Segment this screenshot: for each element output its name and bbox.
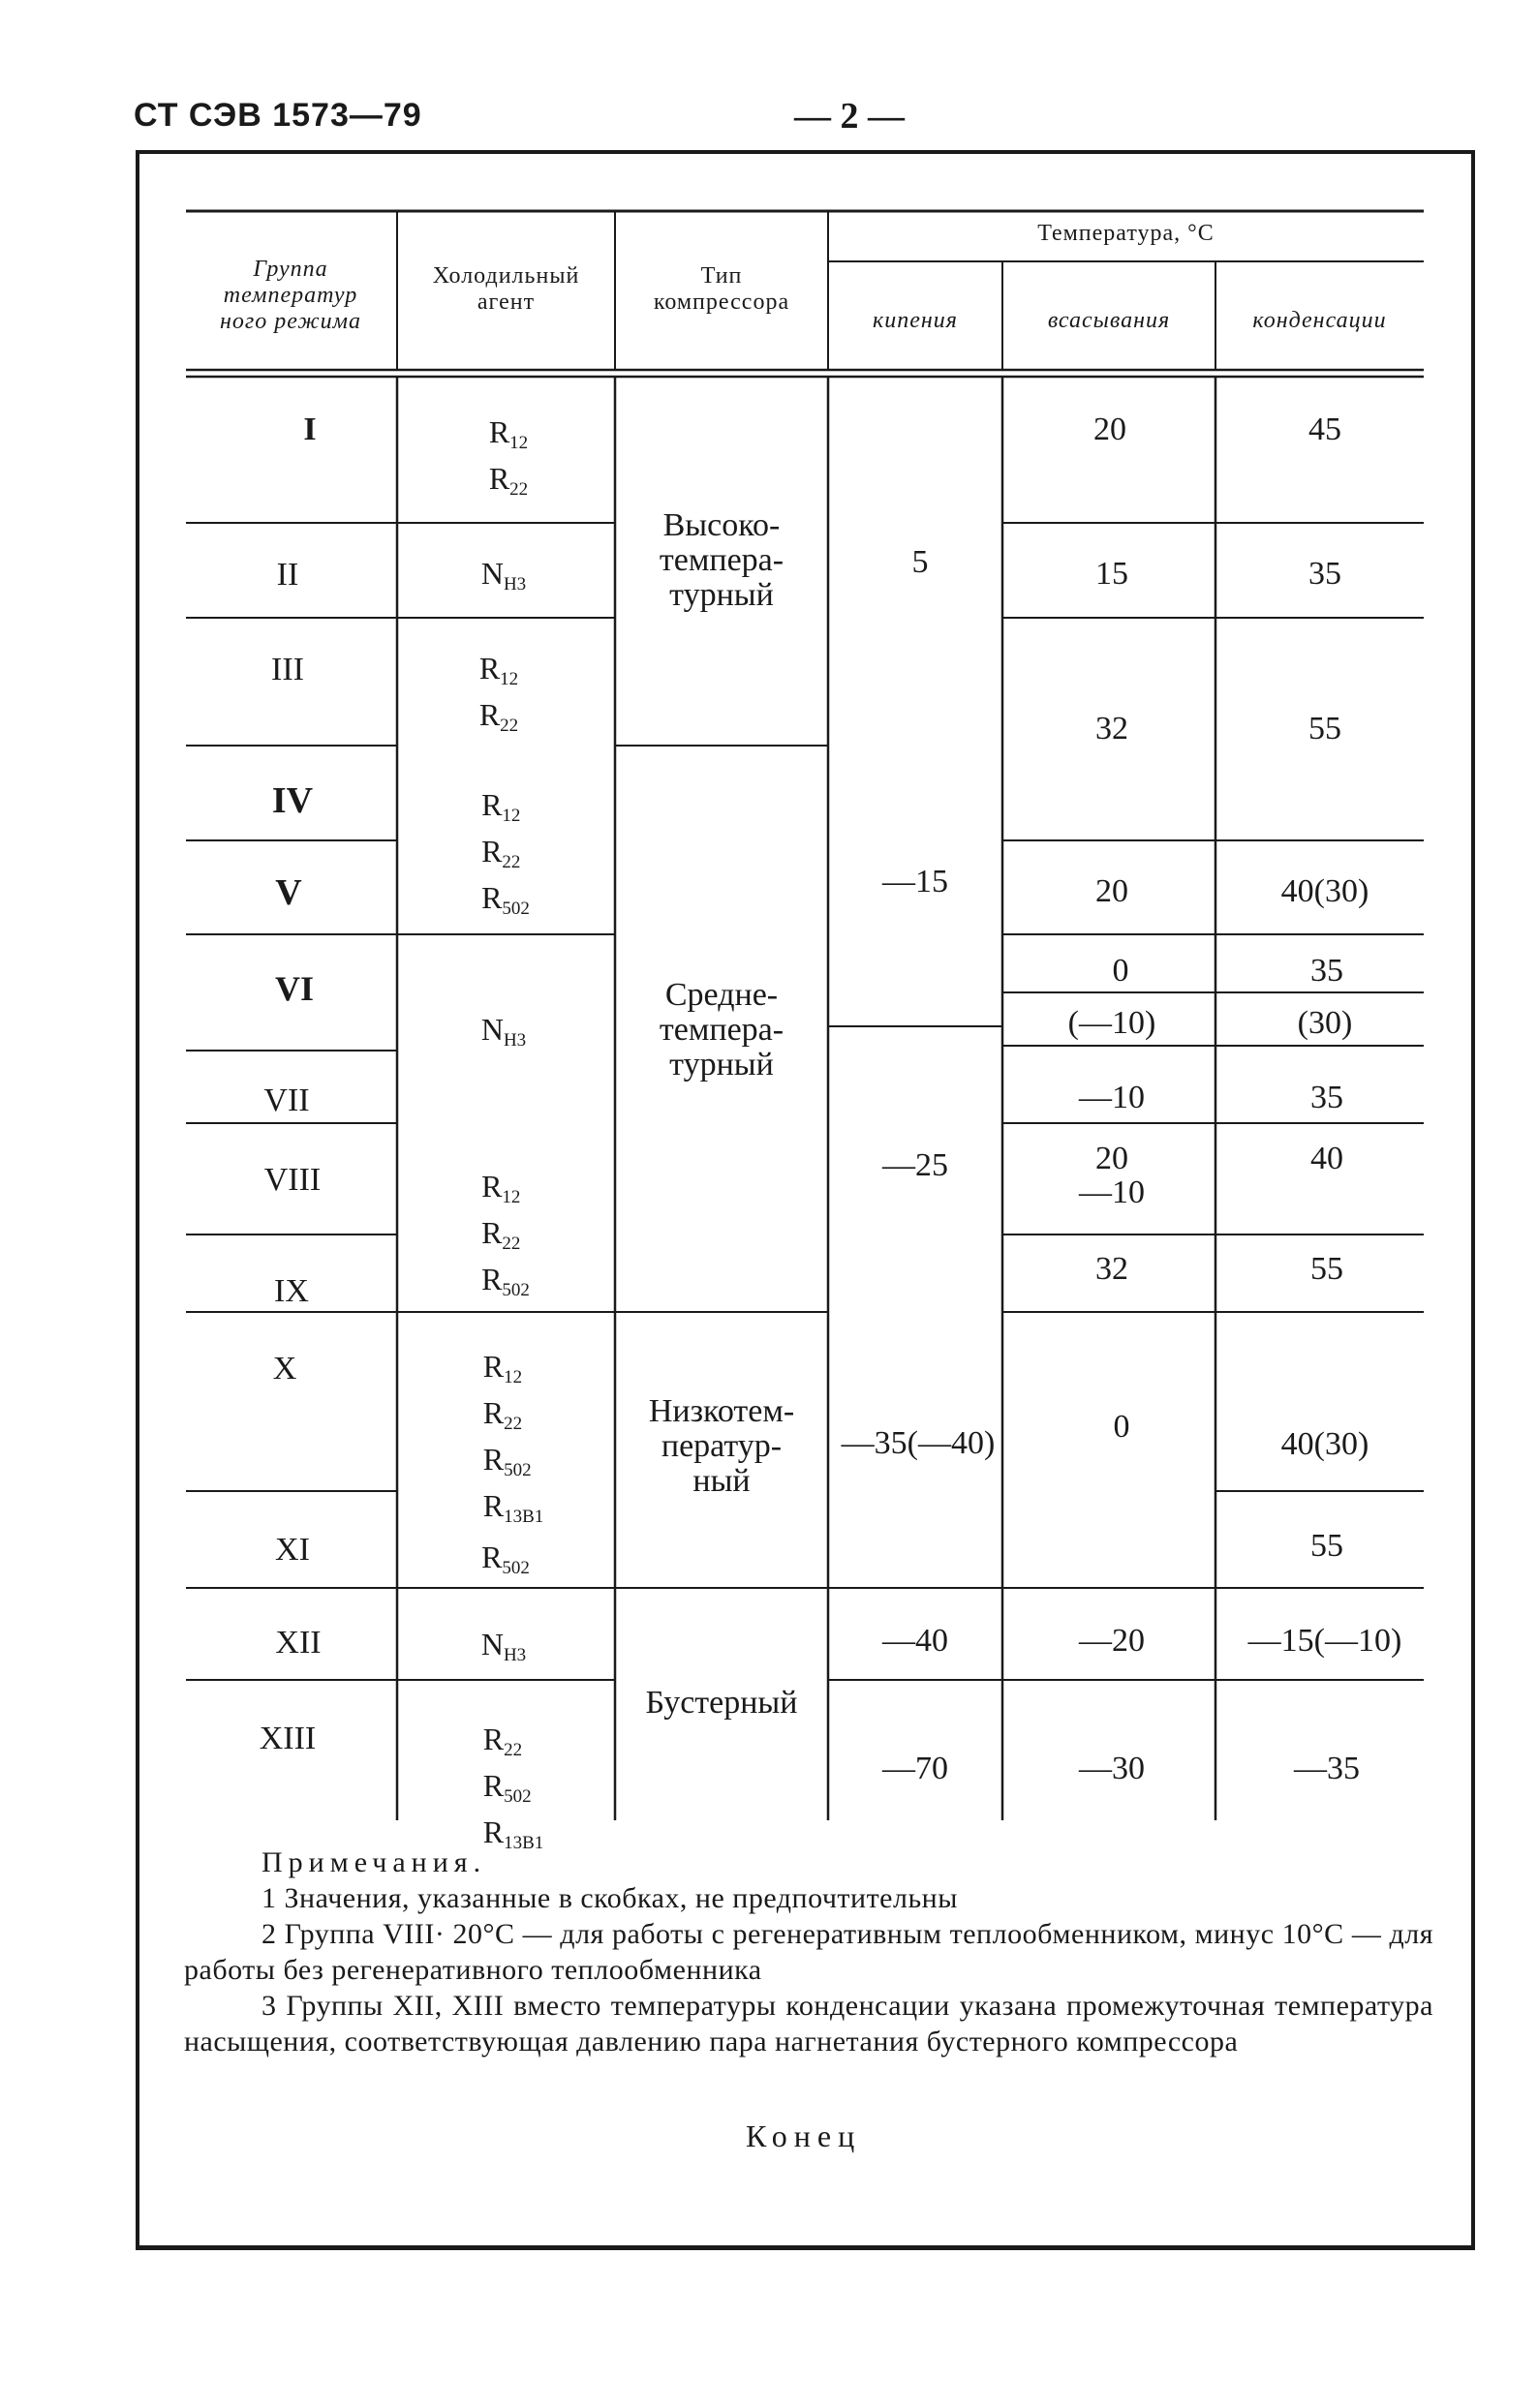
condensation-cell: 45: [1308, 411, 1341, 447]
condensation-cell: 55: [1310, 1251, 1343, 1287]
header-agent: Холодильный агент: [432, 263, 580, 315]
agent-formula: $R_{22}$: [482, 1722, 523, 1760]
agent-formula: $R_{12}$: [482, 1349, 523, 1387]
agent-cell: [481, 1169, 530, 1308]
agent-formula: $R_{502}$: [482, 1442, 532, 1480]
group-cell: I: [303, 411, 317, 447]
agent-cell: [479, 651, 518, 744]
notes: [184, 1844, 1433, 2059]
header-boiling: кипения: [873, 308, 958, 333]
condensation-cell: 55: [1308, 711, 1341, 747]
agent-formula: $R_{22}$: [481, 834, 521, 872]
group-cell: XIII: [259, 1721, 317, 1756]
agent-formula: $R_{13B1}$: [482, 1488, 544, 1527]
agent-cell: [481, 787, 530, 927]
suction-cell: —10: [1079, 1174, 1145, 1210]
condensation-cell: 35: [1310, 953, 1343, 989]
boiling-cell: —35(—40): [841, 1425, 996, 1461]
suction-cell: —30: [1079, 1751, 1145, 1786]
header-compressor: Тип компрессора: [653, 263, 790, 315]
suction-cell: 0: [1112, 953, 1129, 989]
boiling-cell: —25: [882, 1147, 948, 1183]
condensation-cell: 35: [1310, 1080, 1343, 1115]
suction-cell: —20: [1079, 1623, 1145, 1659]
condensation-cell: 40(30): [1280, 1426, 1369, 1462]
agent-formula: $R_{502}$: [481, 1262, 530, 1300]
agent-formula: $R_{502}$: [482, 1768, 532, 1807]
boiling-cell: —15: [882, 864, 948, 899]
group-cell: II: [276, 557, 299, 593]
suction-cell: 32: [1095, 711, 1128, 747]
suction-cell: 15: [1095, 556, 1128, 592]
agent-formula: $R_{12}$: [488, 414, 529, 453]
suction-cell: (—10): [1067, 1005, 1156, 1041]
compressor-cell: Низкотем- ператур- ный: [648, 1393, 795, 1499]
group-cell: XI: [275, 1532, 310, 1568]
boiling-cell: 5: [911, 544, 929, 580]
condensation-cell: 35: [1308, 556, 1341, 592]
group-cell: VI: [274, 969, 315, 1008]
agent-cell: [489, 414, 528, 507]
header-temperature: Температура, °C: [1037, 221, 1215, 246]
agent-cell: [481, 1012, 526, 1058]
group-cell: XII: [275, 1625, 322, 1661]
header-condensation: конденсации: [1252, 308, 1387, 333]
condensation-cell: 40: [1310, 1141, 1343, 1176]
agent-formula: $N_{H3}$: [480, 1627, 527, 1665]
header-suction: всасывания: [1047, 308, 1171, 333]
agent-formula: $R_{22}$: [481, 1215, 521, 1254]
suction-cell: 32: [1095, 1251, 1128, 1287]
agent-formula: $N_{H3}$: [480, 556, 527, 594]
boiling-cell: —70: [882, 1751, 948, 1786]
group-cell: III: [271, 652, 304, 687]
agent-formula: $R_{22}$: [488, 461, 529, 500]
condensation-cell: 55: [1310, 1528, 1343, 1564]
page-number: — 2 —: [794, 96, 905, 137]
agent-cell: [483, 1349, 544, 1535]
compressor-cell: Высоко- темпера- турный: [659, 507, 784, 613]
agent-formula: $R_{502}$: [481, 1539, 530, 1578]
agent-formula: $R_{22}$: [478, 697, 519, 736]
group-cell: V: [275, 872, 302, 913]
notes-title: Примечания.: [261, 1846, 487, 1878]
note-item: 3 Группы XII, XIII вместо температуры конденсации указана промежуточная температура насыщения, соответствующая давлению пара нагнетания бустерного компрессора: [184, 1990, 1433, 2057]
suction-cell: 0: [1113, 1409, 1130, 1445]
note-item: 2 Группа VIII· 20°С — для работы с регенеративным теплообменником, минус 10°С — для работы без регенеративного теплообменника: [184, 1918, 1433, 1986]
suction-cell: 20: [1093, 411, 1126, 447]
suction-cell: 20: [1095, 1141, 1128, 1176]
boiling-cell: —40: [882, 1623, 948, 1659]
group-cell: X: [272, 1351, 297, 1387]
note-item: 1 Значения, указанные в скобках, не предпочтительны: [261, 1882, 958, 1914]
agent-cell: [481, 1539, 530, 1586]
group-cell: VIII: [263, 1162, 322, 1198]
header-group: Группа температур ного режима: [220, 257, 361, 334]
agent-formula: $R_{502}$: [481, 880, 530, 919]
document-code: СТ СЭВ 1573—79: [134, 97, 422, 134]
agent-cell: [481, 1627, 526, 1673]
agent-formula: $R_{22}$: [482, 1395, 523, 1434]
condensation-cell: 40(30): [1280, 873, 1369, 909]
agent-cell: [483, 1722, 544, 1861]
condensation-cell: —35: [1294, 1751, 1360, 1786]
agent-formula: $R_{12}$: [481, 1169, 521, 1207]
group-cell: IV: [271, 780, 314, 821]
agent-formula: $R_{13B1}$: [482, 1814, 544, 1853]
compressor-cell: Средне- темпера- турный: [659, 977, 784, 1082]
agent-cell: [481, 556, 526, 602]
suction-cell: 20: [1095, 873, 1128, 909]
group-cell: IX: [274, 1273, 309, 1309]
end-mark: Конец: [746, 2118, 862, 2153]
condensation-cell: (30): [1297, 1005, 1353, 1041]
group-cell: VII: [263, 1082, 310, 1118]
suction-cell: —10: [1079, 1080, 1145, 1115]
agent-formula: $R_{12}$: [478, 651, 519, 689]
condensation-cell: —15(—10): [1247, 1623, 1402, 1659]
compressor-cell: Бустерный: [645, 1685, 798, 1721]
agent-formula: $N_{H3}$: [480, 1012, 527, 1051]
agent-formula: $R_{12}$: [481, 787, 521, 826]
